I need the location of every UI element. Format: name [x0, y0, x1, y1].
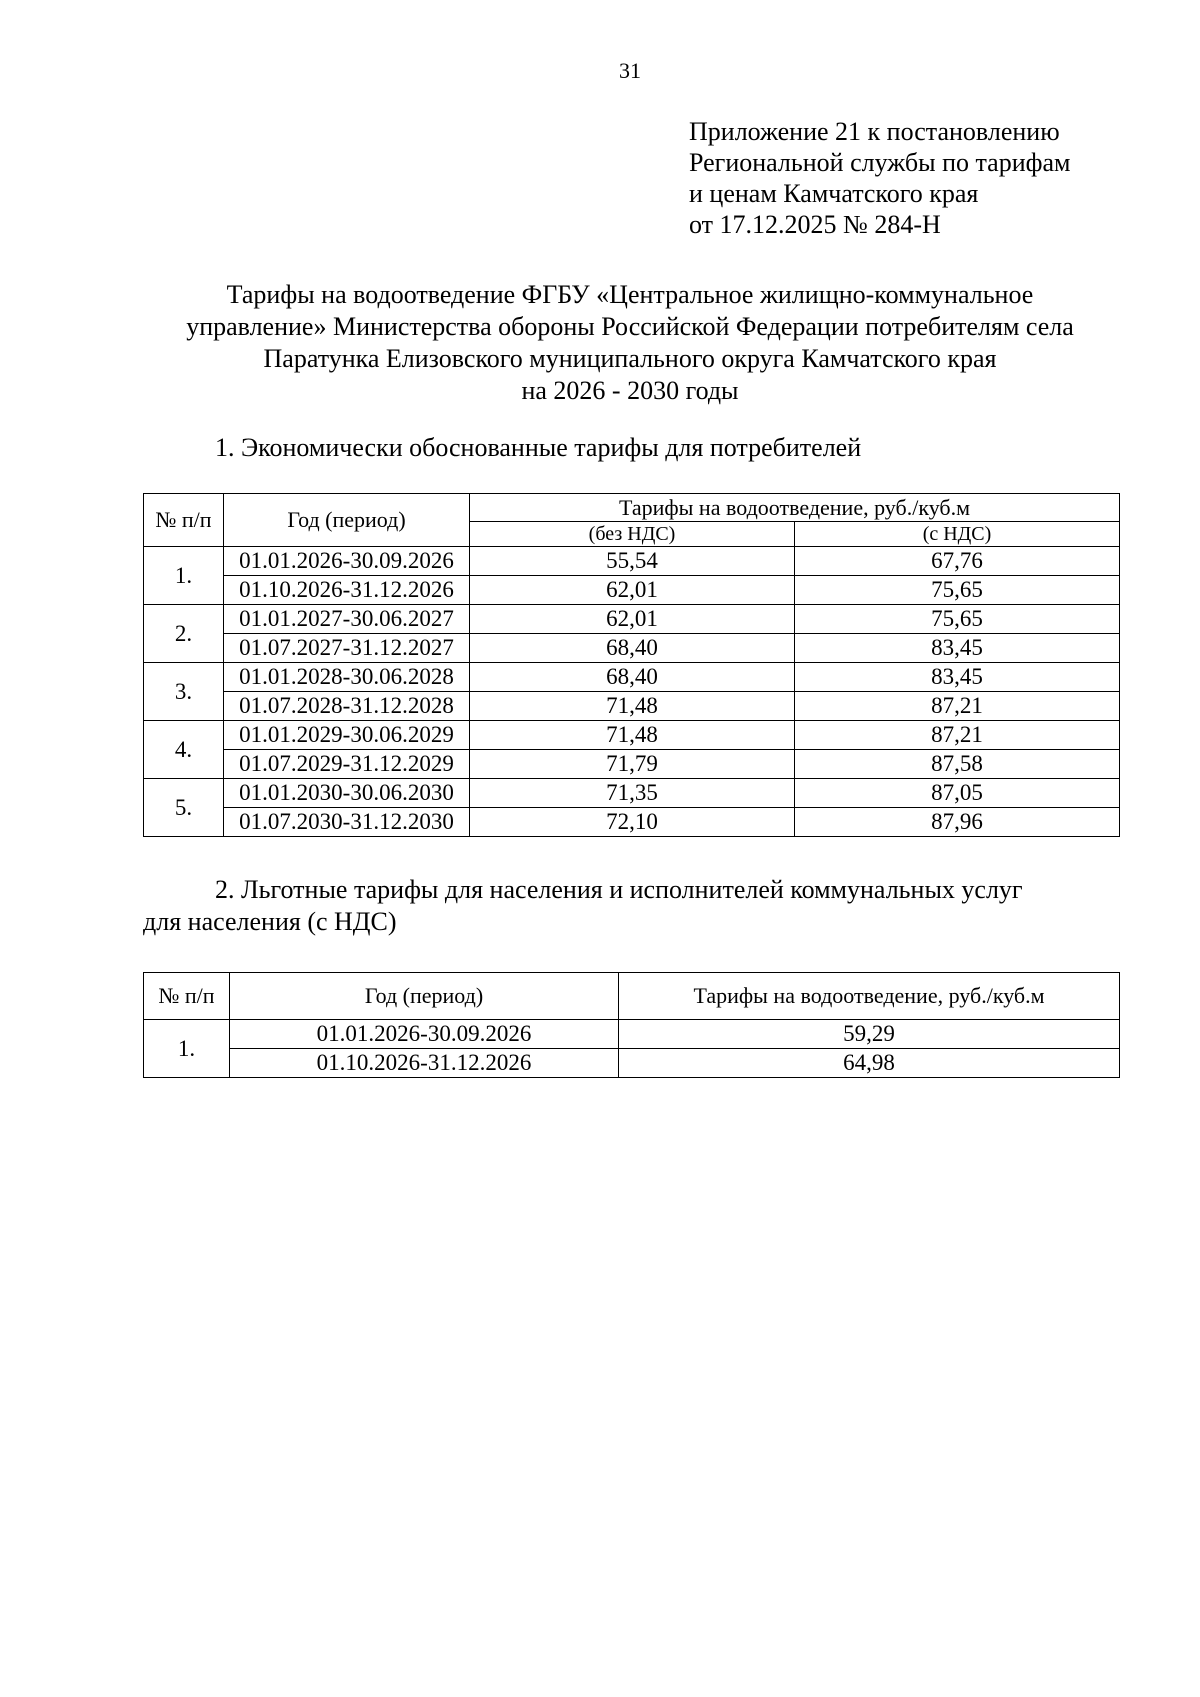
tariff-cell: 59,29: [619, 1020, 1120, 1049]
header-no-vat: (без НДС): [470, 522, 795, 547]
period-cell: 01.07.2029-31.12.2029: [224, 750, 470, 779]
table-row: [144, 634, 1120, 663]
appendix-line: и ценам Камчатского края: [689, 179, 979, 208]
tariff-vat-cell: 67,76: [795, 547, 1120, 576]
period-cell: 01.01.2027-30.06.2027: [224, 605, 470, 634]
period-cell: 01.07.2030-31.12.2030: [224, 808, 470, 837]
header-period: Год (период): [224, 494, 470, 547]
period-cell: 01.01.2026-30.09.2026: [224, 547, 470, 576]
header-tariff-group: Тарифы на водоотведение, руб./куб.м: [470, 494, 1120, 522]
title-line: Паратунка Елизовского муниципального округа Камчатского края: [263, 344, 997, 373]
header-num: № п/п: [144, 494, 224, 547]
table-row: [144, 750, 1120, 779]
tariff-no-vat-cell: 71,48: [470, 721, 795, 750]
preferential-tariffs-table: [143, 972, 1120, 1078]
tariff-no-vat-cell: 68,40: [470, 663, 795, 692]
table-row: [144, 779, 1120, 808]
title-line: на 2026 - 2030 годы: [521, 376, 739, 405]
tariff-vat-cell: 87,21: [795, 721, 1120, 750]
tariff-vat-cell: 75,65: [795, 605, 1120, 634]
appendix-line: Приложение 21 к постановлению: [689, 117, 1060, 146]
tariff-vat-cell: 87,96: [795, 808, 1120, 837]
tariff-vat-cell: 83,45: [795, 663, 1120, 692]
row-number: 1.: [144, 547, 224, 605]
tariff-no-vat-cell: 68,40: [470, 634, 795, 663]
table-row: [144, 808, 1120, 837]
title-line: Тарифы на водоотведение ФГБУ «Центральное жилищно-коммунальное: [226, 280, 1034, 309]
tariff-no-vat-cell: 72,10: [470, 808, 795, 837]
tariff-vat-cell: 87,58: [795, 750, 1120, 779]
period-cell: 01.01.2026-30.09.2026: [230, 1020, 619, 1049]
table-row: [144, 1049, 1120, 1078]
tariff-no-vat-cell: 62,01: [470, 576, 795, 605]
header-vat: (с НДС): [795, 522, 1120, 547]
period-cell: 01.07.2028-31.12.2028: [224, 692, 470, 721]
row-number: 4.: [144, 721, 224, 779]
section1-heading: 1. Экономически обоснованные тарифы для потребителей: [215, 433, 862, 462]
tariff-no-vat-cell: 62,01: [470, 605, 795, 634]
section2-heading: [143, 874, 1123, 938]
table-row: [144, 1020, 1120, 1049]
header-num: № п/п: [144, 973, 230, 1020]
appendix-line: Региональной службы по тарифам: [689, 148, 1071, 177]
page-number: 31: [619, 58, 641, 83]
tariff-no-vat-cell: 55,54: [470, 547, 795, 576]
document-title: [100, 279, 1160, 407]
tariff-cell: 64,98: [619, 1049, 1120, 1078]
period-cell: 01.10.2026-31.12.2026: [230, 1049, 619, 1078]
period-cell: 01.07.2027-31.12.2027: [224, 634, 470, 663]
header-period: Год (период): [230, 973, 619, 1020]
table-row: [144, 605, 1120, 634]
period-cell: 01.01.2028-30.06.2028: [224, 663, 470, 692]
period-cell: 01.01.2030-30.06.2030: [224, 779, 470, 808]
appendix-line: от 17.12.2025 № 284-Н: [689, 210, 941, 239]
section2-heading-line: 2. Льготные тарифы для населения и исполнителей коммунальных услуг: [215, 875, 1023, 904]
row-number: 2.: [144, 605, 224, 663]
table-row: [144, 547, 1120, 576]
tariff-vat-cell: 87,21: [795, 692, 1120, 721]
economic-tariffs-table: [143, 493, 1120, 837]
section2-heading-line: для населения (с НДС): [143, 907, 397, 936]
header-tariff: Тарифы на водоотведение, руб./куб.м: [619, 973, 1120, 1020]
tariff-vat-cell: 75,65: [795, 576, 1120, 605]
tariff-no-vat-cell: 71,48: [470, 692, 795, 721]
table-row: [144, 663, 1120, 692]
tariff-vat-cell: 87,05: [795, 779, 1120, 808]
table-row: [144, 576, 1120, 605]
row-number: 5.: [144, 779, 224, 837]
period-cell: 01.01.2029-30.06.2029: [224, 721, 470, 750]
row-number: 3.: [144, 663, 224, 721]
tariff-no-vat-cell: 71,35: [470, 779, 795, 808]
title-line: управление» Министерства обороны Российской Федерации потребителям села: [186, 312, 1074, 341]
row-number: 1.: [144, 1020, 230, 1078]
table-row: [144, 721, 1120, 750]
period-cell: 01.10.2026-31.12.2026: [224, 576, 470, 605]
tariff-vat-cell: 83,45: [795, 634, 1120, 663]
table-row: [144, 692, 1120, 721]
tariff-no-vat-cell: 71,79: [470, 750, 795, 779]
appendix-reference: [689, 116, 1070, 240]
